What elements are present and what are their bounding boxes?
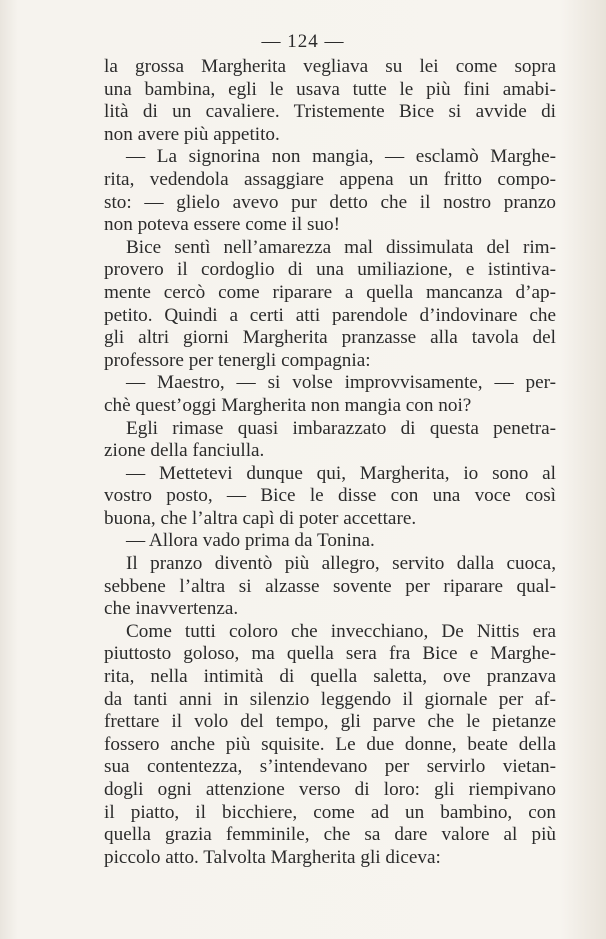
text-line: non poteva essere come il suo! [104, 214, 341, 236]
text-line: professore per tenergli compagnia: [104, 349, 371, 371]
text-line: sebbene l’altra si alzasse sovente per riparare qual- [104, 575, 556, 597]
text-line: Bice sentì nell’amarezza mal dissimulata del rim- [126, 236, 556, 258]
text-line: gli altri giorni Margherita pranzasse alla tavola del [104, 327, 556, 349]
text-line: provero il cordoglio di una umiliazione, e istintiva- [104, 259, 556, 281]
body-text [104, 56, 556, 869]
text-line: petito. Quindi a certi atti parendole d’indovinare che [104, 304, 556, 326]
text-line: vostro posto, — Bice le disse con una voce così [104, 485, 556, 507]
text-line: non avere più appetito. [104, 123, 280, 145]
page-number-header: — 124 — [261, 31, 345, 52]
text-line: dogli ogni attenzione verso di loro: gli riempivano [104, 779, 556, 800]
text-line: Come tutti coloro che invecchiano, De Nittis era [126, 620, 556, 642]
text-line: il piatto, il bicchiere, come ad un bambino, con [104, 801, 556, 823]
text-line: che inavvertenza. [104, 598, 239, 620]
text-line: piuttosto goloso, ma quella sera fra Bice e Marghe- [104, 643, 556, 665]
text-line: rita, vedendola assaggiare appena un fritto compo- [104, 168, 556, 190]
text-line: zione della fanciulla. [104, 440, 265, 462]
text-line: — Allora vado prima da Tonina. [126, 530, 375, 552]
text-line: — La signorina non mangia, — esclamò Marghe- [126, 146, 556, 168]
text-line: — Maestro, — si volse improvvisamente, — per- [126, 372, 556, 394]
text-line: sto: — glielo avevo pur detto che il nostro pranzo [104, 191, 556, 213]
text-line: rita, nella intimità di quella saletta, ove pranzava [104, 666, 556, 688]
text-line: Egli rimase quasi imbarazzato di questa penetra- [126, 417, 556, 439]
text-line: mente cercò come riparare a quella mancanza d’ap- [104, 281, 556, 303]
text-line: piccolo atto. Talvolta Margherita gli diceva: [104, 846, 441, 868]
text-line: chè quest’oggi Margherita non mangia con noi? [104, 394, 472, 416]
text-line: una bambina, egli le usava tutte le più fini amabi- [104, 78, 556, 100]
text-line: sua contentezza, s’intendevano per servirlo vietan- [104, 756, 556, 778]
text-line: la grossa Margherita vegliava su lei come sopra [104, 56, 556, 77]
text-line: buona, che l’altra capì di poter accettare. [104, 507, 417, 529]
text-line: fossero anche più squisite. Le due donne, beate della [104, 733, 556, 755]
text-line: — Mettetevi dunque qui, Margherita, io sono al [126, 462, 556, 484]
text-line: frettare il volo del tempo, gli parve che le pietanze [104, 711, 556, 733]
text-line: da tanti anni in silenzio leggendo il giornale per af- [104, 688, 556, 710]
text-line: Il pranzo diventò più allegro, servito dalla cuoca, [126, 553, 556, 575]
text-line: quella grazia femminile, che sa dare valore al più [104, 824, 556, 846]
text-line: lità di un cavaliere. Tristemente Bice si avvide di [104, 101, 556, 123]
